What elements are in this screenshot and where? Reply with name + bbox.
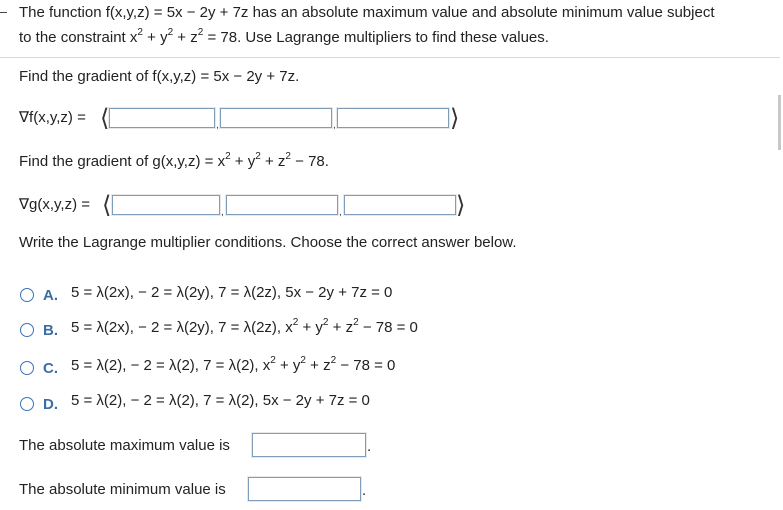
- radio-button-a[interactable]: [20, 288, 34, 302]
- exponent: 2: [353, 317, 359, 328]
- min-value-input[interactable]: [248, 477, 361, 501]
- open-angle-bracket: ⟨: [100, 104, 110, 132]
- max-value-label: The absolute maximum value is: [19, 437, 230, 454]
- gradient-g-x-input[interactable]: [112, 195, 220, 215]
- comma: ,: [339, 207, 342, 218]
- problem-line-1: [19, 3, 715, 23]
- gradient-g-label: ∇g(x,y,z) =: [19, 196, 91, 213]
- exponent: 2: [322, 317, 329, 328]
- option-text-part: + y: [298, 319, 323, 336]
- gradient-f-y-input[interactable]: [220, 108, 332, 128]
- gradient-g-z-input[interactable]: [344, 195, 456, 215]
- period: .: [362, 482, 367, 499]
- exponent: 2: [137, 27, 143, 38]
- prompt-part: − 78.: [290, 153, 329, 170]
- problem-text-part: + y: [142, 29, 168, 46]
- option-text-part: − 78 = 0: [336, 357, 396, 374]
- option-text-part: + z: [305, 357, 331, 374]
- exponent: 2: [285, 151, 291, 162]
- exponent: 2: [225, 151, 231, 162]
- section-divider: [0, 57, 780, 58]
- prompt-part: + z: [260, 153, 286, 170]
- exponent: 2: [330, 355, 337, 366]
- radio-button-b[interactable]: [20, 323, 34, 337]
- option-text-part: 5 = λ(2), − 2 = λ(2), 7 = λ(2), x: [71, 357, 271, 374]
- problem-text-part: + z: [173, 29, 198, 46]
- exponent: 2: [255, 151, 261, 162]
- gradient-g-y-input[interactable]: [226, 195, 338, 215]
- comma: ,: [221, 207, 224, 218]
- option-letter: C.: [43, 360, 58, 377]
- exponent: 2: [300, 355, 306, 366]
- problem-text-part: to the constraint x: [19, 29, 138, 46]
- divider-mark: [0, 12, 7, 13]
- exponent: 2: [167, 27, 174, 38]
- max-value-input[interactable]: [252, 433, 366, 457]
- gradient-f-x-input[interactable]: [109, 108, 215, 128]
- gradient-f-prompt: Find the gradient of f(x,y,z) = 5x − 2y + 7z.: [19, 68, 300, 85]
- prompt-part: Find the gradient of g(x,y,z) = x: [19, 153, 226, 170]
- comma: ,: [216, 120, 219, 131]
- exponent: 2: [292, 317, 299, 328]
- scrollbar-thumb[interactable]: [778, 95, 781, 150]
- option-text: 5 = λ(2), − 2 = λ(2), 7 = λ(2), 5x − 2y + 7z = 0: [71, 392, 370, 409]
- close-angle-bracket: ⟩: [450, 104, 460, 132]
- radio-button-d[interactable]: [20, 397, 34, 411]
- option-text: [71, 318, 418, 338]
- option-text-part: + y: [275, 357, 301, 374]
- option-text-part: + z: [328, 319, 354, 336]
- option-letter: D.: [43, 396, 58, 413]
- problem-text: The function f(x,y,z) = 5x − 2y + 7z has an absolute maximum value and absolute minimum value subject: [19, 4, 715, 21]
- option-letter: B.: [43, 322, 58, 339]
- open-angle-bracket: ⟨: [102, 191, 112, 219]
- exponent: 2: [270, 355, 276, 366]
- close-angle-bracket: ⟩: [456, 191, 466, 219]
- period: .: [367, 438, 372, 455]
- prompt-part: + y: [230, 153, 256, 170]
- option-text-part: 5 = λ(2x), − 2 = λ(2y), 7 = λ(2z), x: [71, 319, 293, 336]
- min-value-label: The absolute minimum value is: [19, 481, 226, 498]
- option-text-part: − 78 = 0: [358, 319, 418, 336]
- lagrange-prompt: Write the Lagrange multiplier conditions. Choose the correct answer below.: [19, 234, 517, 251]
- gradient-g-prompt: [19, 152, 329, 172]
- option-text: 5 = λ(2x), − 2 = λ(2y), 7 = λ(2z), 5x − 2y + 7z = 0: [71, 284, 393, 301]
- gradient-f-label: ∇f(x,y,z) =: [19, 109, 86, 126]
- radio-button-c[interactable]: [20, 361, 34, 375]
- option-text: [71, 356, 395, 376]
- comma: ,: [333, 120, 336, 131]
- problem-text-part: = 78. Use Lagrange multipliers to find these values.: [203, 29, 549, 46]
- gradient-f-z-input[interactable]: [337, 108, 449, 128]
- option-letter: A.: [43, 287, 58, 304]
- problem-line-2: [19, 28, 549, 48]
- exponent: 2: [197, 27, 204, 38]
